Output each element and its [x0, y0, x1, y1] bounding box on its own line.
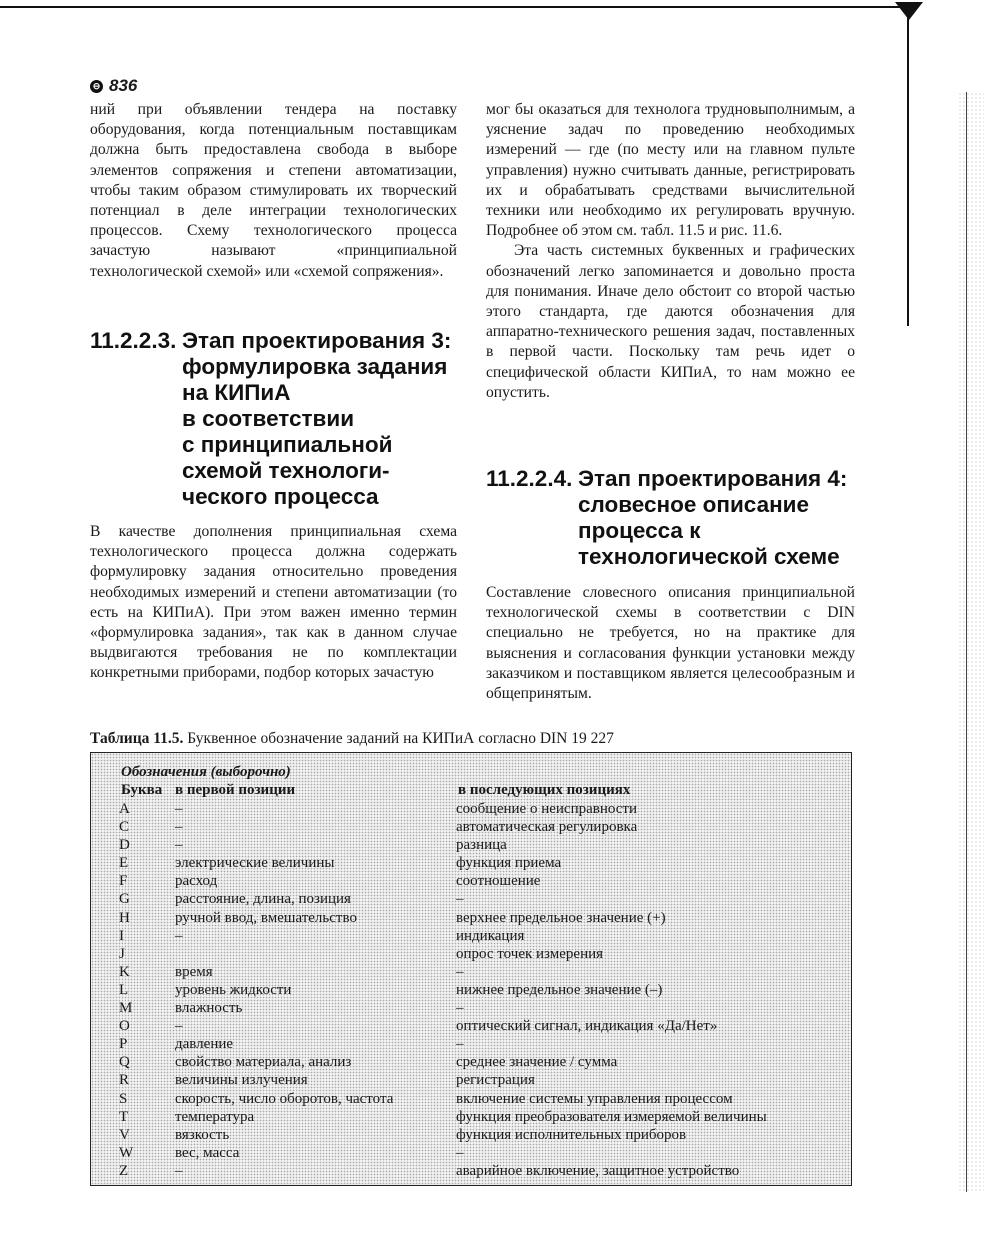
table-row	[119, 872, 849, 890]
table-cell-next: регистрация	[456, 1072, 535, 1089]
table-row	[119, 1126, 849, 1144]
table-cell-letter: O	[119, 1018, 130, 1035]
table-cell-next: функция приема	[456, 855, 562, 872]
corner-triangle-mark	[895, 2, 923, 20]
table-group-header: Обозначения (выборочно)	[121, 764, 291, 780]
table-cell-first: –	[175, 1162, 183, 1179]
table-cell-first: ручной ввод, вмешательство	[175, 909, 357, 926]
table-caption-text: Буквенное обозначение заданий на КИПиА согласно DIN 19 227	[187, 730, 614, 747]
table-row	[119, 999, 849, 1017]
table-cell-next: –	[456, 1000, 464, 1017]
table-cell-first: скорость, число оборотов, частота	[175, 1090, 394, 1107]
table-row	[119, 800, 849, 818]
table-cell-next: аварийное включение, защитное устройство	[456, 1162, 740, 1179]
table-cell-next: включение системы управления процессом	[456, 1090, 733, 1107]
table-body	[119, 800, 849, 1180]
table-cell-next: верхнее предельное значение (+)	[456, 909, 666, 926]
table-cell-letter: R	[119, 1072, 130, 1089]
table-cell-first: время	[175, 963, 213, 980]
table-cell-letter: F	[119, 873, 128, 890]
left-column	[90, 100, 457, 282]
page-number-value: 836	[109, 76, 138, 95]
table-cell-letter: L	[119, 981, 129, 998]
section-title-line: ческого процесса	[182, 484, 379, 509]
right-paragraph-2: Эта часть системных буквенных и графических обозначений легко запоминается и довольно проста для понимания. Иначе дело обстоит со второй частью этого стандарта, где даются обозначения для аппаратно-технического решения задач, поставленных в первой части. Поскольку там речь идет о специфической области КИПиА, то нам можно ее опустить.	[486, 242, 855, 401]
left-paragraph-2: В качестве дополнения принципиальная схема технологического процесса должна содержать формулировку задания относительно проведения необходимых измерений и степени автоматизации (то есть на КИПиА). При этом важен именно термин «формулировка задания», так как в данном случае выдвигаются требования не по комплектации конкретными приборами, подбор которых зачастую	[90, 523, 457, 682]
table-cell-letter: K	[119, 963, 130, 980]
table-row	[119, 981, 849, 999]
table-row	[119, 890, 849, 908]
table-cell-next: разница	[456, 837, 507, 854]
page-number	[90, 76, 137, 96]
table-row	[119, 963, 849, 981]
section-heading-11-2-2-4	[486, 466, 866, 576]
table-column-headers	[121, 782, 296, 799]
column-header-first: в первой позиции	[175, 782, 296, 798]
section-title-line: на КИПиА	[182, 380, 291, 405]
table-cell-first: –	[175, 801, 183, 817]
table-cell-letter: V	[119, 1126, 130, 1143]
table-cell-first: давление	[175, 1036, 234, 1053]
section-title-line: в соответствии	[182, 406, 355, 431]
table-cell-letter: D	[119, 837, 130, 854]
table-cell-letter: G	[119, 891, 130, 908]
section-title-line: с принципиальной	[182, 432, 393, 457]
section-title-line: процесса к	[578, 518, 701, 543]
right-paragraph-3: Составление словесного описания принципиальной технологической схемы в соответствии с DIN специально не требуется, но на практике для выяснения и согласования функции установки между заказчиком и поставщиком является целесообразным и общепринятым.	[486, 584, 855, 703]
section-title-line: Этап проектирования 3:	[182, 328, 452, 353]
table-cell-first: величины излучения	[175, 1072, 308, 1089]
section-number: 11.2.2.4.	[486, 466, 573, 491]
table-cell-first: –	[175, 819, 183, 836]
table-cell-next: оптический сигнал, индикация «Да/Нет»	[456, 1018, 718, 1035]
table-cell-letter: I	[119, 927, 124, 944]
table-row	[119, 927, 849, 945]
table-cell-letter: M	[119, 1000, 133, 1017]
section-title-line: Этап проектирования 4:	[578, 466, 848, 491]
table-cell-next: опрос точек измерения	[456, 945, 604, 962]
table-cell-first: расстояние, длина, позиция	[175, 891, 351, 908]
table-row	[119, 1144, 849, 1162]
table-cell-letter: J	[119, 945, 125, 962]
table-row	[119, 836, 849, 854]
table-cell-next: функция исполнительных приборов	[456, 1126, 687, 1143]
table-row	[119, 1162, 849, 1180]
table-caption-label: Таблица 11.5.	[90, 730, 184, 747]
table-cell-first: температура	[175, 1108, 255, 1125]
scan-edge-line	[966, 92, 967, 1192]
table-row	[119, 1090, 849, 1108]
table-row	[119, 818, 849, 836]
table-cell-letter: A	[119, 801, 130, 817]
section-title-line: схемой технологи-	[182, 458, 390, 483]
table-cell-next: автоматическая регулировка	[456, 819, 638, 836]
table-cell-first: уровень жидкости	[175, 981, 292, 998]
table-row	[119, 945, 849, 963]
table-cell-letter: T	[119, 1108, 129, 1125]
top-rule	[0, 6, 900, 8]
section-number: 11.2.2.3.	[90, 328, 177, 353]
letter-code-table	[90, 752, 852, 1186]
table-cell-letter: Q	[119, 1054, 130, 1071]
table-cell-next: соотношение	[456, 873, 541, 890]
table-cell-letter: H	[119, 909, 130, 926]
table-cell-next: индикация	[456, 927, 525, 944]
section-title-line: словесное описание	[578, 492, 810, 517]
table-cell-first: вязкость	[175, 1126, 230, 1143]
table-cell-next: –	[456, 891, 464, 908]
section-title-line: технологической схеме	[578, 544, 840, 569]
table-row	[119, 1053, 849, 1071]
table-cell-next: сообщение о неисправности	[456, 801, 637, 817]
table-cell-first: –	[175, 927, 183, 944]
table-cell-first: –	[175, 837, 183, 854]
table-cell-first: влажность	[175, 1000, 243, 1017]
table-row	[119, 1108, 849, 1126]
table-cell-letter: W	[119, 1144, 134, 1161]
table-cell-next: –	[456, 1144, 464, 1161]
table-cell-next: нижнее предельное значение (–)	[456, 981, 663, 998]
table-cell-first: свойство материала, анализ	[175, 1054, 352, 1071]
column-header-next: в последующих позициях	[458, 782, 631, 798]
table-row	[119, 1071, 849, 1089]
section-heading-11-2-2-3	[90, 328, 470, 518]
right-column	[486, 100, 855, 403]
table-cell-letter: S	[119, 1090, 128, 1107]
table-cell-first: –	[175, 1018, 183, 1035]
table-cell-first: вес, масса	[175, 1144, 240, 1161]
section-title	[578, 466, 863, 570]
table-cell-next: среднее значение / сумма	[456, 1054, 618, 1071]
section-title	[182, 328, 467, 510]
table-cell-letter: P	[119, 1036, 128, 1053]
table-cell-next: функция преобразователя измеряемой величины	[456, 1108, 767, 1125]
table-row	[119, 1035, 849, 1053]
table-cell-letter: E	[119, 855, 129, 872]
table-caption	[90, 730, 614, 748]
table-cell-next: –	[456, 963, 464, 980]
right-margin-rule	[907, 16, 909, 326]
right-paragraph-1: мог бы оказаться для технолога трудновыполнимым, а уяснение задач по проведению необходимых измерений — где (по месту или на главном пульте управления) нужно считывать данные, регистрировать их и обрабатывать средствами вычислительной техники или необходимо их регулировать вручную. Подробнее об этом см. табл. 11.5 и рис. 11.6.	[486, 101, 855, 240]
table-cell-first: электрические величины	[175, 855, 335, 872]
table-cell-letter: C	[119, 819, 130, 836]
section-title-line: формулировка задания	[182, 354, 448, 379]
left-paragraph-1: ний при объявлении тендера на поставку оборудования, когда потенциальным поставщикам должна быть предоставлена свобода в выборе элементов сопряжения и степени автоматизации, чтобы таким образом стимулировать их творческий потенциал в деле интеграции технологических процессов. Схему технологического процесса зачастую называют «принципиальной технологической схемой» или «схемой сопряжения».	[90, 101, 457, 280]
table-row	[119, 909, 849, 927]
table-cell-letter: Z	[119, 1162, 129, 1179]
page-marker-icon: ⊖	[90, 80, 103, 93]
table-cell-first: расход	[175, 873, 218, 890]
scan-edge-strip	[958, 92, 984, 1192]
column-header-letter: Буква	[121, 782, 163, 798]
table-row	[119, 854, 849, 872]
table-cell-next: –	[456, 1036, 464, 1053]
table-row	[119, 1017, 849, 1035]
